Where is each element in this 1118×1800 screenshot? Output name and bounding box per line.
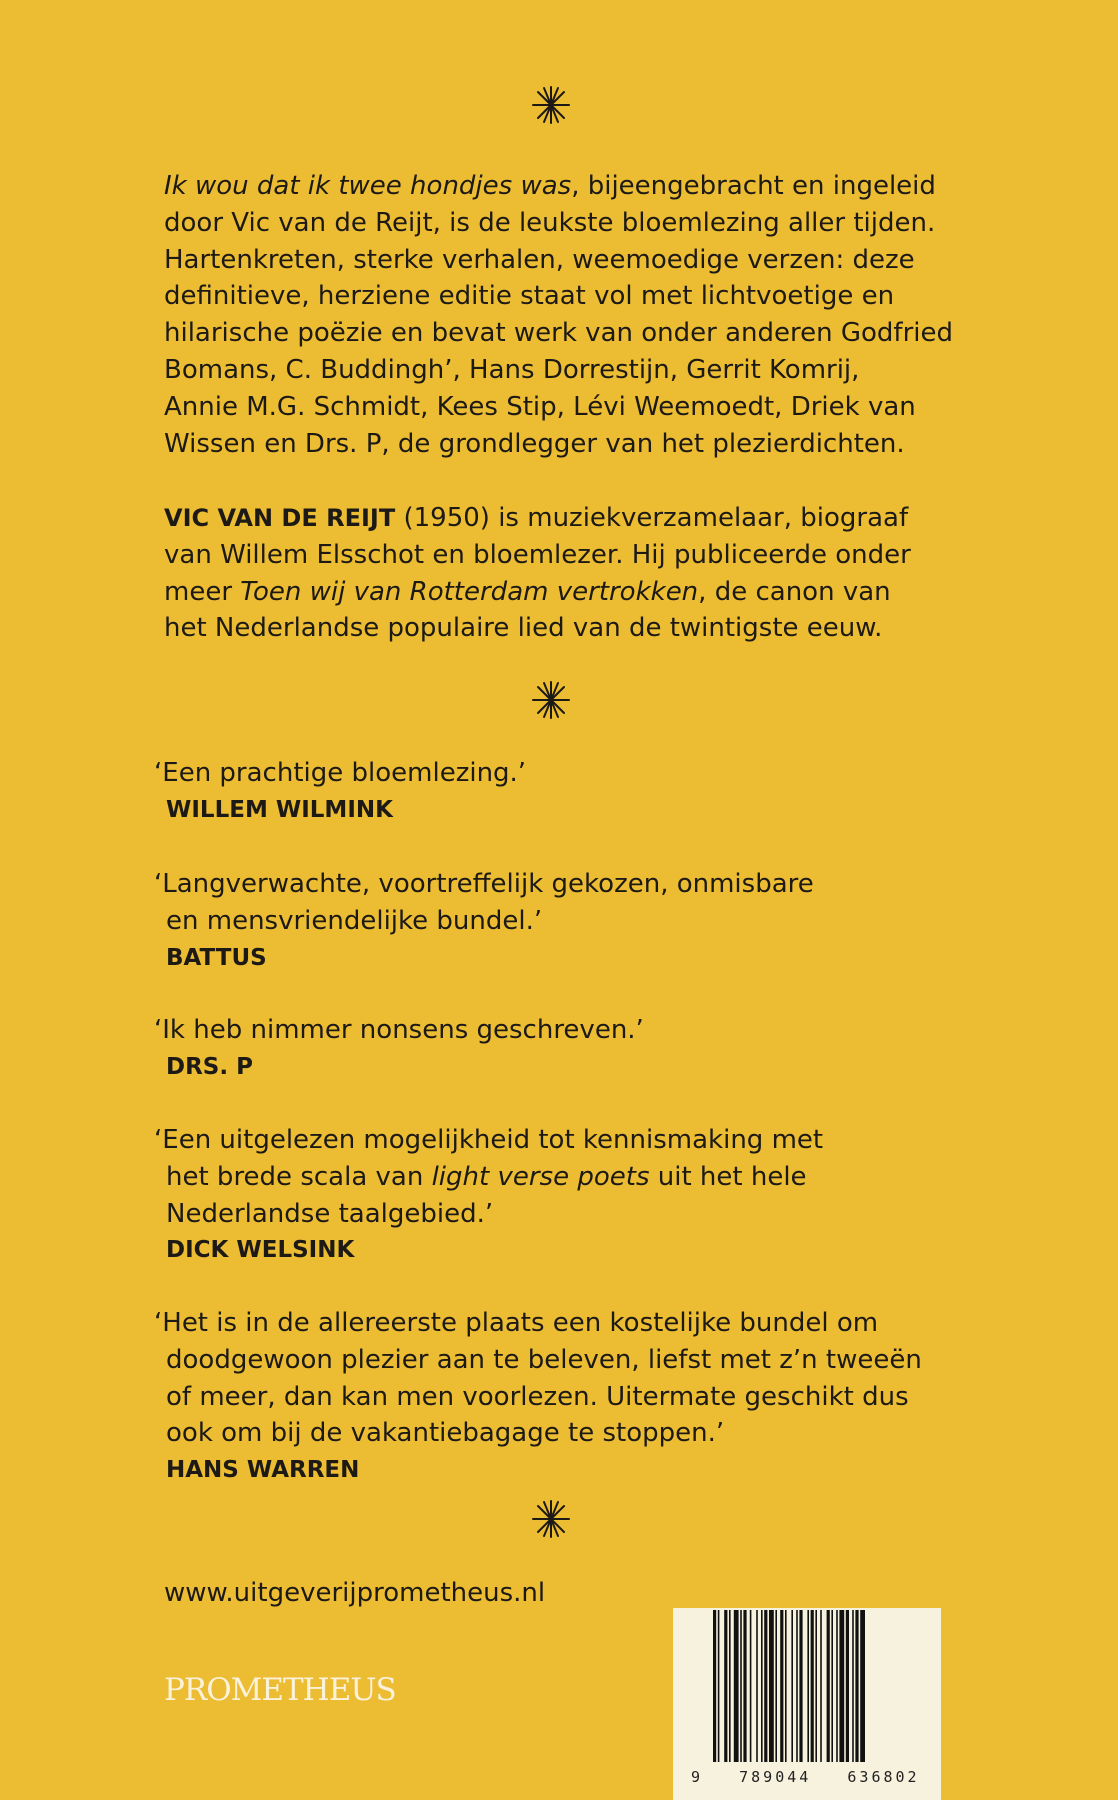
review-quote: ‘Een prachtige bloemlezing.’ WILLEM WILMINK: [154, 755, 954, 829]
barcode-bar: [775, 1610, 777, 1762]
book-blurb: Ik wou dat ik twee hondjes was, bijeengebracht en ingeleid door Vic van de Reijt, is de leukste bloemlezing aller tijden. Hartenkreten, sterke verhalen, weemoedige verzen: deze definitieve, herziene editie staat vol met lichtvoetige en hilarische poëzie en bevat werk van onder anderen Godfried Bomans, C. Buddingh’, Hans Dorrestijn, Gerrit Komrij, Annie M.G. Schmidt, Kees Stip, Lévi Weemoedt, Driek van Wissen en Drs. P, de grondlegger van het plezierdichten.: [164, 171, 953, 459]
quote-author: DICK WELSINK: [166, 1237, 355, 1264]
barcode-bar: [729, 1610, 731, 1762]
author-bio: VIC VAN DE REIJT (1950) is muziekverzamelaar, biograaf van Willem Elsschot en bloemlezer. Hij publiceerde onder meer Toen wij van Rotterdam vertrokken, de canon van het Nederlandse populaire lied van de twintigste eeuw.: [164, 503, 911, 644]
barcode-bar: [764, 1610, 767, 1762]
asterisk-star-icon: [530, 1498, 572, 1540]
quote-author: WILLEM WILMINK: [166, 796, 393, 823]
quote-author: BATTUS: [166, 944, 267, 971]
isbn-number: 9 789044 636802: [691, 1768, 920, 1786]
publisher-logo: PROMETHEUS: [164, 1672, 396, 1708]
barcode-bar: [815, 1610, 817, 1762]
barcode-bar: [827, 1610, 830, 1762]
barcode-bar: [743, 1610, 746, 1762]
review-quote: ‘Het is in de allereerste plaats een kostelijke bundel om doodgewoon plezier aan te beleven, liefst met z’n tweeën of meer, dan kan men voorlezen. Uitermate geschikt dus ook om bij de vakantiebagage te stoppen.’ HANS WARREN: [154, 1305, 954, 1489]
barcode-bar: [740, 1610, 742, 1762]
publisher-url[interactable]: www.uitgeverijprometheus.nl: [164, 1578, 546, 1608]
barcode-bars: [713, 1610, 903, 1762]
barcode-bar: [713, 1610, 716, 1762]
asterisk-star-icon: [530, 679, 572, 721]
barcode-bar: [780, 1610, 783, 1762]
quote-author: HANS WARREN: [166, 1457, 360, 1484]
book-title: Ik wou dat ik twee hondjes was: [164, 171, 572, 201]
barcode-bar: [785, 1610, 787, 1762]
barcode-bar: [799, 1610, 802, 1762]
barcode: [673, 1608, 941, 1800]
barcode-bar: [761, 1610, 763, 1762]
review-quote: ‘Ik heb nimmer nonsens geschreven.’ DRS. P: [154, 1012, 954, 1086]
barcode-bar: [724, 1610, 727, 1762]
barcode-bar: [855, 1610, 858, 1762]
barcode-bar: [756, 1610, 758, 1762]
author-name: VIC VAN DE REIJT: [164, 504, 396, 532]
barcode-bar: [860, 1610, 865, 1762]
barcode-bar: [791, 1610, 793, 1762]
asterisk-star-icon: [530, 84, 572, 126]
review-quote: ‘Een uitgelezen mogelijkheid tot kennismaking met het brede scala van light verse poets uit het hele Nederlandse taalgebied.’ DICK WELSINK: [154, 1122, 954, 1269]
barcode-bar: [750, 1610, 752, 1762]
barcode-bar: [820, 1610, 822, 1762]
barcode-bar: [718, 1610, 720, 1762]
barcode-bar: [852, 1610, 854, 1762]
barcode-bar: [839, 1610, 844, 1762]
barcode-bar: [807, 1610, 809, 1762]
quote-author: DRS. P: [166, 1053, 253, 1080]
barcode-bar: [769, 1610, 774, 1762]
barcode-bar: [836, 1610, 838, 1762]
barcode-bar: [734, 1610, 739, 1762]
barcode-bar: [796, 1610, 798, 1762]
barcode-bar: [831, 1610, 833, 1762]
barcode-bar: [846, 1610, 849, 1762]
barcode-bar: [811, 1610, 814, 1762]
review-quote: ‘Langverwachte, voortreffelijk gekozen, onmisbare en mensvriendelijke bundel.’ BATTUS: [154, 866, 954, 977]
